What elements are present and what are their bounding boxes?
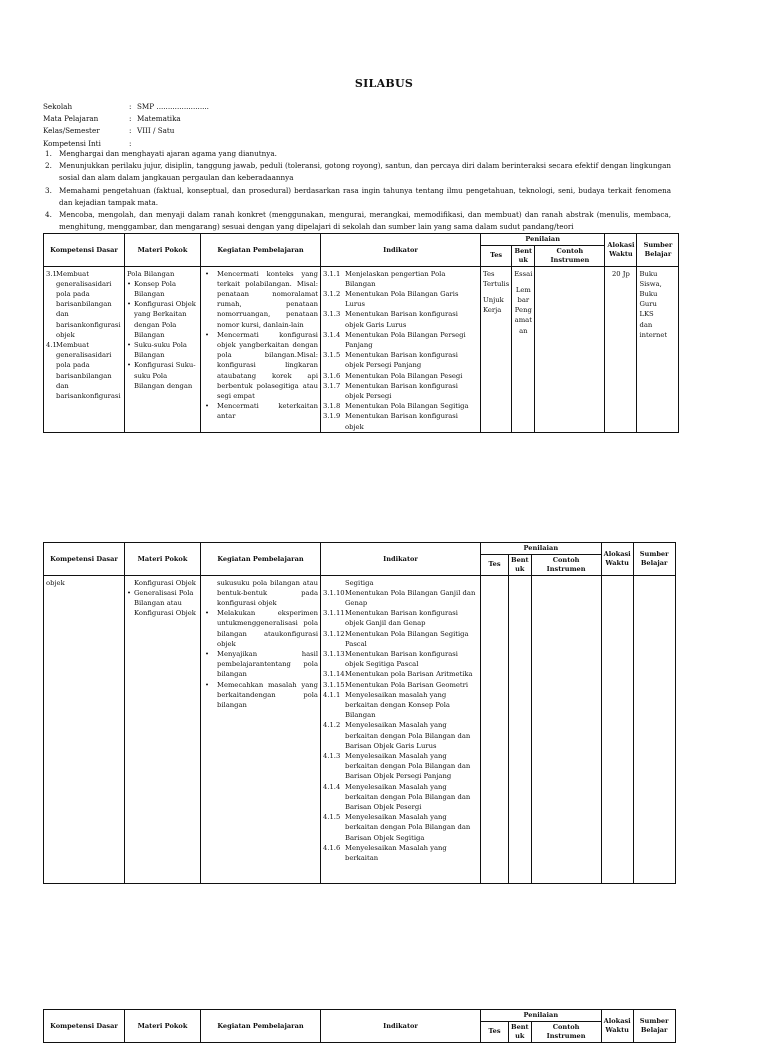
header-bentuk: Bent uk [512,245,535,266]
syllabus-table-1 [43,233,679,433]
indikator-number: 3.1.6 [323,371,341,380]
indikator-text: Menentukan Barisan konfigurasi objek Persegi [345,381,458,401]
indikator-text: Menentukan Pola Bilangan Segitiga [345,402,469,411]
kompetensi-dasar-item [46,340,122,401]
materi-item-text: Generalisasi Pola Bilangan atau Konfigurasi Objek [134,588,196,618]
indikator-text: Menentukan Barisan konfigurasi objek Persegi Panjang [345,351,458,370]
sumber-item: Buku Siswa, [639,269,662,288]
cell-contoh-instrumen [531,575,601,883]
header-alokasi-waktu: Alokasi Waktu [601,543,633,576]
kompetensi-dasar-item [46,269,122,340]
indikator-number: 4.1.6 [323,843,341,852]
bullet-icon: • [205,650,210,659]
header-tes: Tes [481,1021,509,1042]
kompetensi-inti-list [43,148,671,233]
header-penilaian: Penilaian [481,543,602,555]
indikator-number: 4.1.2 [323,721,341,730]
indikator-text: Menentukan Pola Bilangan Ganjil dan Genap [345,588,476,607]
bullet-icon: • [127,361,132,370]
identity-key: Kompetensi Inti [43,138,101,148]
cell-sumber-belajar [633,575,675,883]
bentuk-item: Lem bar Peng amat an [514,285,532,335]
document-title: SILABUS [354,77,414,90]
ki-number: 1. [45,149,52,158]
materi-item [127,588,198,619]
identity-colon: : [129,102,132,111]
indikator-text: Menentukan Pola Bilangan Segitiga Pascal [345,629,469,648]
indikator-item [323,289,478,309]
materi-item-text: Konfigurasi Suku-suku Pola Bilangan dengan [134,361,196,390]
indikator-continued: Segitiga [345,578,374,587]
sumber-item: Buku Guru [639,290,658,309]
sumber-item: internet [639,330,668,339]
kd-text: Membuat generalisasidari pola pada barisanbilangan dan barisankonfigurasi objek [56,269,121,339]
header-penilaian: Penilaian [481,234,605,246]
indikator-item [323,269,478,289]
indikator-number: 3.1.3 [323,310,341,319]
indikator-item [323,629,478,649]
indikator-number: 3.1.10 [323,588,345,597]
ki-text: Memahami pengetahuan (faktual, konseptual, dan prosedural) berdasarkan rasa ingin tahunya tentang ilmu pengetahuan, teknologi, seni, budaya terkait fenomena dan kejadian tampak mata. [59,185,671,207]
identity-row [43,101,209,113]
bullet-icon: • [205,680,210,689]
indikator-number: 3.1.12 [323,629,345,638]
identity-colon: : [129,138,132,148]
indikator-item [323,381,478,401]
bullet-icon: • [127,588,132,597]
header-indikator: Indikator [321,1010,481,1043]
identity-key: Sekolah [43,102,73,111]
indikator-item [323,782,478,813]
indikator-text: Menentukan pola Barisan Aritmetika [345,670,473,679]
identity-value: Matematika [137,114,181,124]
header-penilaian: Penilaian [481,1010,602,1022]
kompetensi-inti-item [43,185,671,209]
cell-materi-pokok [125,266,201,432]
indikator-text: Menyelesaikan Masalah yang berkaitan [345,843,447,863]
cell-materi-pokok [125,575,201,883]
cell-kegiatan [201,266,321,432]
indikator-text: Menyelesaikan Masalah yang berkaitan dengan Pola Bilangan dan Barisan Objek Segitiga [345,813,471,842]
header-bentuk: Bent uk [509,1021,532,1042]
indikator-number: 3.1.11 [323,609,345,618]
header-contoh-instrumen: Contoh Instrumen [531,1021,601,1042]
identity-value: VIII / Satu [137,126,175,136]
header-indikator: Indikator [321,543,481,576]
indikator-number: 3.1.14 [323,670,345,679]
materi-item [127,360,198,391]
indikator-text: Menentukan Pola Bilangan Pesegi [345,371,463,380]
indikator-number: 3.1.13 [323,650,345,659]
identity-key: Kelas/Semester [43,126,100,136]
header-tes: Tes [481,245,512,266]
tes-item: Unjuk Kerja [483,296,504,315]
indikator-number: 3.1.1 [323,269,341,278]
indikator-item [323,669,478,679]
cell-sumber-belajar [637,266,679,432]
header-kompetensi-dasar: Kompetensi Dasar [44,543,125,576]
ki-number: 4. [45,210,52,220]
indikator-item [323,330,478,350]
indikator-item [323,411,478,431]
kegiatan-item-text: Mencermati keterkaitan antar [217,402,318,421]
kegiatan-item [203,680,318,711]
identity-row [43,113,209,125]
ki-text: Menunjukkan perilaku jujur, disiplin, tanggung jawab, peduli (toleransi, gotong royong), santun, dan percaya diri dalam berinteraksi secara efektif dengan lingkungan sosial dan alam dalam jangkauan pergaulan dan keberadaannya [59,161,671,183]
indikator-number: 3.1.4 [323,330,341,339]
kegiatan-item [203,269,318,330]
kegiatan-item [203,608,318,649]
header-materi-pokok: Materi Pokok [125,234,201,267]
indikator-text: Menyelesaikan Masalah yang berkaitan dengan Pola Bilangan dan Barisan Objek Garis Lurus [345,721,471,750]
materi-item-text: Konfigurasi Objek yang Berkaitan dengan Pola Bilangan [134,300,196,339]
indikator-text: Menentukan Barisan konfigurasi objek Segitiga Pascal [345,650,458,669]
indikator-number: 3.1.2 [323,290,341,298]
syllabus-table-2 [43,542,676,884]
bentuk-item: Essai [514,269,533,278]
kegiatan-item-text: Melakukan eksperimen untukmenggeneralisasi pola bilangan ataukonfigurasi objek [217,609,318,648]
cell-alokasi-waktu: 20 Jp [605,266,637,432]
bullet-icon: • [127,341,132,350]
identity-colon: : [129,114,132,124]
header-kegiatan: Kegiatan Pembelajaran [201,1010,321,1043]
sumber-item: dan [639,320,653,329]
header-kompetensi-dasar: Kompetensi Dasar [44,1010,125,1043]
kegiatan-item-text: Menyajikan hasil pembelajarantentang pola bilangan [217,650,318,679]
indikator-number: 3.1.7 [323,381,341,390]
kegiatan-item [203,330,318,401]
bullet-icon: • [127,279,132,288]
indikator-text: Menentukan Barisan konfigurasi objek [345,412,458,431]
bullet-icon: • [205,330,210,339]
ki-number: 3. [45,185,52,195]
header-contoh-instrumen: Contoh Instrumen [531,554,601,575]
header-materi-pokok: Materi Pokok [125,1010,201,1043]
bullet-icon: • [205,269,210,278]
ki-text: Menghargai dan menghayati ajaran agama yang dianutnya. [59,149,277,158]
kegiatan-item-text: Mencermati konfigurasi objek yangberkaitan dengan pola bilangan.Misal: konfigurasi lingkaran ataubatang korek api berbentuk polasegitiga atau segi empat [217,330,318,401]
materi-heading: Pola Bilangan [127,269,175,278]
kompetensi-inti-item [43,148,671,160]
indikator-item [323,649,478,669]
identity-key: Mata Pelajaran [43,114,99,124]
kompetensi-inti-item [43,209,671,233]
sumber-item: LKS [639,310,654,319]
kd-number: 3.1 [46,269,57,278]
indikator-item [323,680,478,690]
cell-indikator [321,266,481,432]
cell-bentuk [512,266,535,432]
syllabus-table-3 [43,1009,676,1043]
identity-row [43,125,209,137]
header-sumber-belajar: Sumber Belajar [633,543,675,576]
cell-alokasi-waktu [601,575,633,883]
cell-indikator [321,575,481,883]
materi-item [127,279,198,299]
kompetensi-inti-item [43,160,671,184]
indikator-number: 3.1.9 [323,412,341,421]
cell-kegiatan [201,575,321,883]
materi-item-text: Konsep Pola Bilangan [134,279,177,298]
header-sumber-belajar: Sumber Belajar [637,234,679,267]
bullet-icon: • [127,300,132,309]
header-bentuk: Bent uk [509,554,532,575]
header-tes: Tes [481,554,509,575]
indikator-item [323,309,478,329]
indikator-item [323,720,478,751]
indikator-item [323,608,478,628]
bullet-icon: • [205,402,210,411]
ki-text: Mencoba, mengolah, dan menyaji dalam ranah konkret (menggunakan, mengurai, merangkai, memodifikasi, dan membuat) dan ranah abstrak (menulis, membaca, menghitung, menggambar, dan mengarang) sesuai dengan yang dipelajari di sekolah dan sumber lain yang sama dalam sudut pandang/teori [59,210,671,232]
header-sumber-belajar: Sumber Belajar [633,1010,675,1043]
materi-item [127,340,198,360]
cell-kompetensi-dasar [44,266,125,432]
header-indikator: Indikator [321,234,481,267]
identity-block [43,101,209,150]
header-alokasi-waktu: Alokasi Waktu [601,1010,633,1043]
kegiatan-item [203,649,318,680]
header-kompetensi-dasar: Kompetensi Dasar [44,234,125,267]
indikator-item [323,843,478,863]
indikator-item [323,401,478,411]
indikator-text: Menyelesaikan Masalah yang berkaitan dengan Pola Bilangan dan Barisan Objek Pesergi [345,782,471,812]
indikator-text: Menentukan Barisan konfigurasi objek Garis Lurus [345,310,458,329]
indikator-number: 4.1.1 [323,690,341,699]
kegiatan-continued: sukusuku pola bilangan atau bentuk-bentuk pada konfigurasi objek [217,578,318,607]
indikator-item [323,588,478,608]
bullet-icon: • [205,609,210,618]
indikator-text: Menentukan Pola Bilangan Garis Lurus [345,290,459,309]
tes-item: Tes Tertulis [483,269,510,288]
indikator-text: Menyelesaikan Masalah yang berkaitan dengan Pola Bilangan dan Barisan Objek Persegi Panjang [345,752,471,781]
indikator-text: Menentukan Barisan konfigurasi objek Ganjil dan Genap [345,609,458,628]
indikator-item [323,690,478,721]
cell-tes [481,575,509,883]
indikator-number: 3.1.5 [323,351,341,360]
kegiatan-item [203,401,318,421]
indikator-item [323,371,478,381]
indikator-item [323,350,478,370]
materi-continued: Konfigurasi Objek [134,578,196,587]
kd-text: Membuat generalisasidari pola pada barisanbilangan dan barisankonfigurasi [56,341,121,401]
indikator-item [323,751,478,782]
indikator-number: 4.1.4 [323,782,341,791]
header-kegiatan: Kegiatan Pembelajaran [201,234,321,267]
indikator-number: 3.1.15 [323,680,345,689]
materi-item-text: Suku-suku Pola Bilangan [134,341,187,360]
cell-contoh-instrumen [535,266,605,432]
identity-colon: : [129,126,132,136]
cell-kompetensi-dasar: objek [44,575,125,883]
indikator-text: Menjelaskan pengertian Pola Bilangan [345,269,446,288]
indikator-item [323,812,478,843]
cell-tes [481,266,512,432]
header-kegiatan: Kegiatan Pembelajaran [201,543,321,576]
indikator-text: Menyelesaikan masalah yang berkaitan dengan Konsep Pola Bilangan [345,690,450,720]
ki-number: 2. [45,161,52,171]
indikator-number: 4.1.5 [323,813,341,822]
identity-value: SMP ....................... [137,102,209,111]
materi-item [127,299,198,340]
cell-bentuk [509,575,532,883]
kd-number: 4.1 [46,341,57,350]
indikator-number: 4.1.3 [323,752,341,761]
header-materi-pokok: Materi Pokok [125,543,201,576]
header-alokasi-waktu: Alokasi Waktu [605,234,637,267]
kegiatan-item-text: Mencermati konteks yang terkait polabilangan. Misal: penataan nomoralamat rumah, penataan nomorruangan, penataan nomor kursi, danlain-lain [217,269,318,329]
header-contoh-instrumen: Contoh Instrumen [535,245,605,266]
indikator-number: 3.1.8 [323,402,341,411]
indikator-text: Menentukan Pola Barisan Geometri [345,680,469,689]
indikator-text: Menentukan Pola Bilangan Persegi Panjang [345,330,466,350]
kegiatan-item-text: Memecahkan masalah yang berkaitandengan pola bilangan [217,680,318,710]
